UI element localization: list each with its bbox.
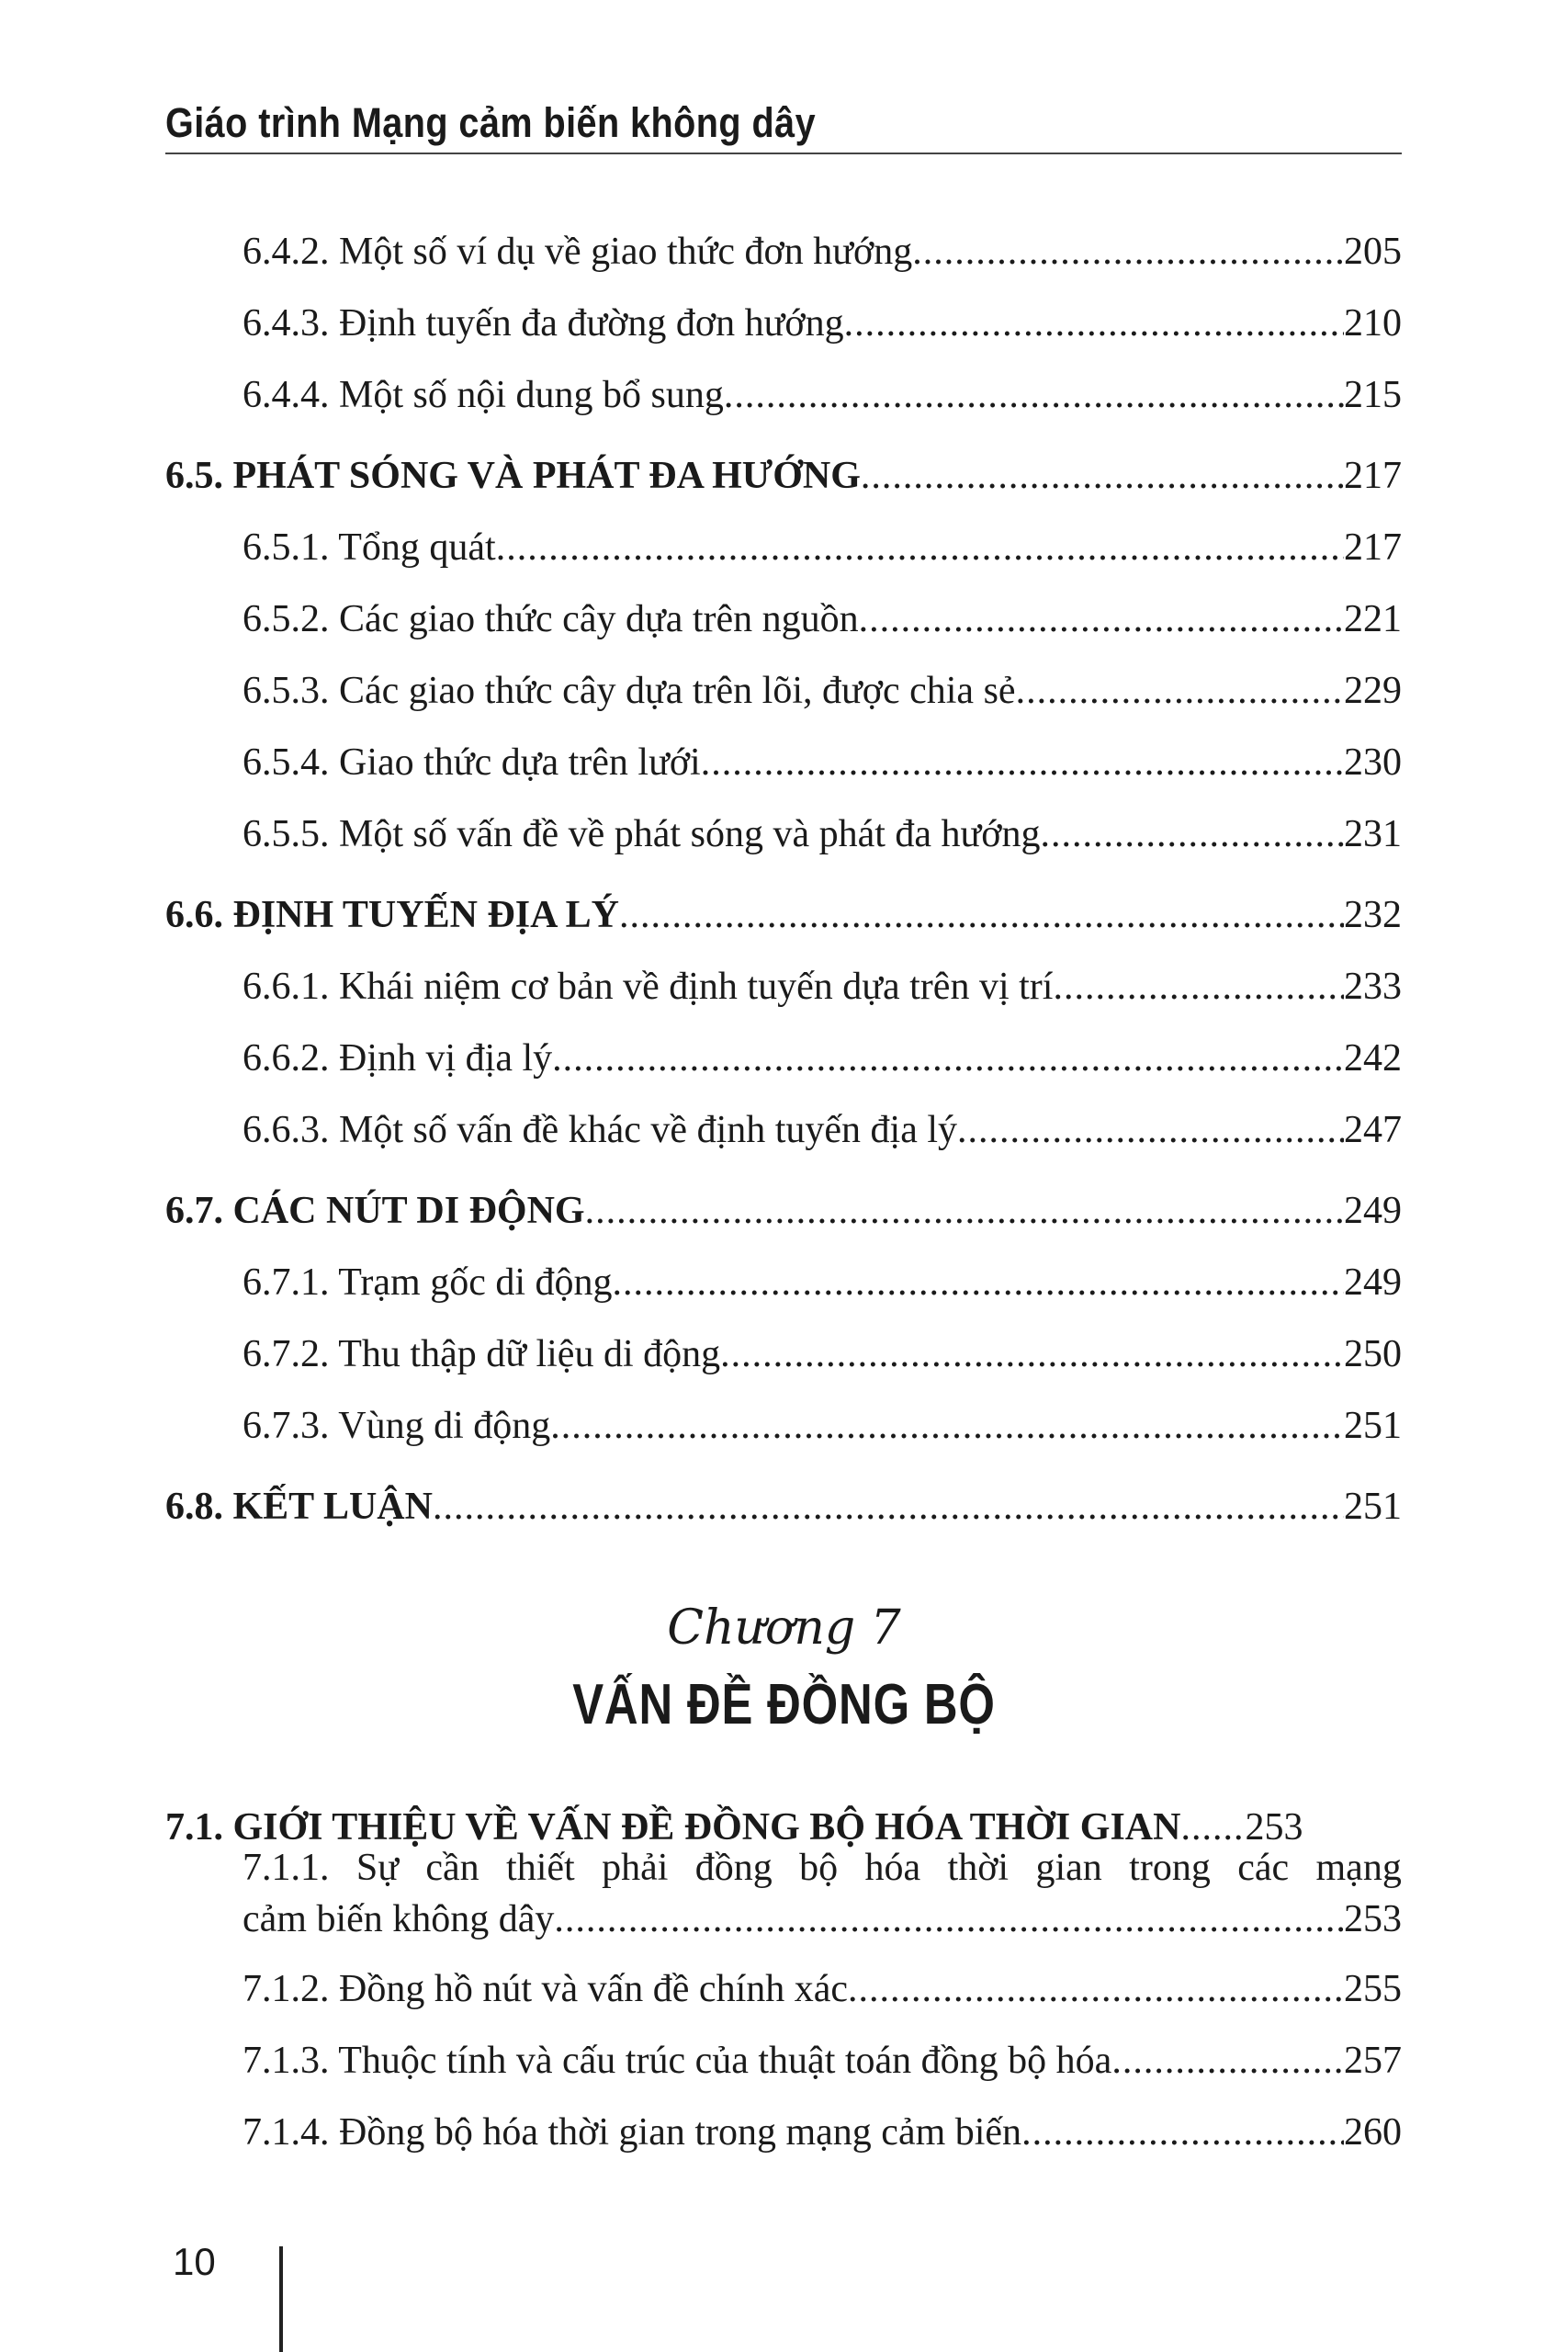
toc-entry-title: 6.5.4. Giao thức dựa trên lưới: [243, 741, 701, 784]
chapter-title: VẤN ĐỀ ĐỒNG BỘ: [572, 1673, 996, 1736]
toc-entry-word: bộ: [799, 1847, 839, 1889]
toc-entry-page: 210: [1344, 302, 1402, 345]
toc-entry-title: 6.7.2. Thu thập dữ liệu di động: [243, 1333, 721, 1375]
toc-entry-page: 229: [1344, 670, 1402, 712]
toc-leader: [1021, 2110, 1344, 2154]
toc-entry-word: trong: [1129, 1847, 1211, 1889]
toc-entry: [165, 454, 1402, 498]
toc-entry-word: gian: [1035, 1847, 1102, 1889]
toc-entry-title-line2: [243, 1894, 1402, 1945]
toc-leader: [957, 1108, 1344, 1152]
toc-leader: [701, 741, 1344, 785]
toc-entry-page: 253: [1344, 1898, 1402, 1940]
toc-entry-page: 242: [1344, 1037, 1402, 1080]
toc-entry-page: 221: [1344, 598, 1402, 640]
toc-leader: [720, 1332, 1344, 1376]
toc-entry: [243, 1404, 1402, 1448]
toc-leader: [613, 1261, 1344, 1305]
toc-entry: [243, 230, 1402, 274]
toc-leader: [861, 454, 1344, 498]
toc-entry-title-line1: [243, 1842, 1402, 1894]
toc-entry-page: 217: [1344, 526, 1402, 569]
toc-entry-title: 6.5.3. Các giao thức cây dựa trên lõi, được chia sẻ: [243, 670, 1016, 712]
toc-entry-title: 6.6.3. Một số vấn đề khác về định tuyến địa lý: [243, 1109, 958, 1151]
toc-leader: [859, 597, 1344, 641]
toc-entry-word: hóa: [864, 1847, 921, 1889]
toc-entry: [243, 301, 1402, 345]
toc-entry-page: 250: [1344, 1333, 1402, 1375]
toc-entry: [165, 1189, 1402, 1233]
toc-entry-title: 7.1.2. Đồng hồ nút và vấn đề chính xác: [243, 1968, 849, 2010]
toc-entry-page: 217: [1344, 455, 1402, 497]
toc-leader: [844, 301, 1344, 345]
toc-entry: [243, 1967, 1402, 2011]
toc-entry-word: các: [1237, 1847, 1290, 1889]
toc-entry-title: 6.5.5. Một số vấn đề về phát sóng và phát đa hướng: [243, 813, 1041, 855]
header-rule: [165, 153, 1402, 154]
toc-entry-title: 6.6.1. Khái niệm cơ bản về định tuyến dựa trên vị trí: [243, 966, 1054, 1008]
toc-entry-title: 6.7.1. Trạm gốc di động: [243, 1261, 613, 1304]
toc-leader: [585, 1189, 1344, 1233]
toc-leader: [912, 230, 1344, 274]
toc-entry: [243, 373, 1402, 417]
toc-entry-title: 7.1.3. Thuộc tính và cấu trúc của thuật toán đồng bộ hóa: [243, 2040, 1112, 2082]
toc-leader: [724, 373, 1344, 417]
toc-entry: [243, 1108, 1402, 1152]
toc-entry-title: 7.1.4. Đồng bộ hóa thời gian trong mạng cảm biến: [243, 2111, 1022, 2154]
toc-entry-word: phải: [602, 1847, 669, 1889]
toc-entry-page: 230: [1344, 741, 1402, 784]
toc-entry-word: cần: [425, 1847, 479, 1889]
toc-entry-word: Sự: [355, 1847, 399, 1889]
toc-entry-page: 233: [1344, 966, 1402, 1008]
toc-entry-word: đồng: [694, 1847, 773, 1889]
toc-leader: [552, 1036, 1344, 1080]
toc-entry-title: 6.6. ĐỊNH TUYẾN ĐỊA LÝ: [165, 894, 619, 936]
toc-entry: [165, 893, 1402, 937]
toc-entry-word: mạng: [1315, 1847, 1402, 1889]
toc-entry-title: 6.4.3. Định tuyến đa đường đơn hướng: [243, 302, 844, 345]
toc-entry-title: 6.5. PHÁT SÓNG VÀ PHÁT ĐA HƯỚNG: [165, 455, 861, 497]
toc-leader: [848, 1967, 1344, 2011]
running-head: Giáo trình Mạng cảm biến không dây: [165, 99, 817, 146]
toc-entry-title: 6.8. KẾT LUẬN: [165, 1486, 433, 1528]
toc-entry-page: 251: [1344, 1405, 1402, 1447]
toc-leader: [496, 526, 1344, 570]
toc-entry-word: thiết: [506, 1847, 575, 1889]
toc-entry-title: 6.6.2. Định vị địa lý: [243, 1037, 553, 1080]
toc-entry: [243, 597, 1402, 641]
toc-entry: [243, 2110, 1402, 2154]
toc-entry: [165, 1485, 1402, 1529]
toc-entry-word: 7.1.1.: [243, 1847, 330, 1889]
toc-entry: [243, 669, 1402, 713]
toc-entry-page: 249: [1344, 1190, 1402, 1232]
toc-entry: [243, 1036, 1402, 1080]
toc-leader: [1041, 812, 1344, 856]
toc-entry: [243, 526, 1402, 570]
toc-leader: [554, 1894, 1344, 1945]
toc-entry-page: 231: [1344, 813, 1402, 855]
toc-entry: [243, 812, 1402, 856]
toc-entry-title: 6.5.1. Tổng quát: [243, 526, 496, 569]
toc-entry-word: thời: [947, 1847, 1010, 1889]
toc-entry-page: 232: [1344, 894, 1402, 936]
toc-entry-page: 205: [1344, 231, 1402, 273]
toc-entry-title: 6.7. CÁC NÚT DI ĐỘNG: [165, 1190, 585, 1232]
toc-entry: [243, 1332, 1402, 1376]
toc-entry-title: cảm biến không dây: [243, 1898, 555, 1940]
toc-entry: [243, 1261, 1402, 1305]
toc-entry: [243, 741, 1402, 785]
toc-entry-page: 253: [1245, 1806, 1303, 1849]
toc-entry-title: 7.1. GIỚI THIỆU VỀ VẤN ĐỀ ĐỒNG BỘ HÓA THỜI GIAN: [165, 1806, 1181, 1849]
toc-entry-title: 6.7.3. Vùng di động: [243, 1405, 551, 1447]
toc-leader: [1111, 2039, 1344, 2083]
toc-leader: [619, 893, 1344, 937]
toc-entry: [243, 965, 1402, 1009]
chapter-label: Chương 7: [667, 1600, 901, 1656]
page-number: 10: [173, 2240, 216, 2283]
toc-entry-page: 247: [1344, 1109, 1402, 1151]
toc-entry-page: 215: [1344, 374, 1402, 416]
toc-entry-page: 251: [1344, 1486, 1402, 1528]
toc-leader: [550, 1404, 1344, 1448]
toc-leader: [1016, 669, 1344, 713]
toc-entry-page: 257: [1344, 2040, 1402, 2082]
toc-entry: [243, 2039, 1402, 2083]
folio-rule: [279, 2246, 283, 2352]
toc-entry-wrapped: [243, 1842, 1402, 1945]
toc-leader: [433, 1485, 1344, 1529]
toc-entry-page: 260: [1344, 2111, 1402, 2154]
toc-entry-title: 6.4.4. Một số nội dung bổ sung: [243, 374, 724, 416]
toc-entry-page: 255: [1344, 1968, 1402, 2010]
toc-leader: [1053, 965, 1344, 1009]
toc-entry-title: 6.4.2. Một số ví dụ về giao thức đơn hướng: [243, 231, 913, 273]
toc-entry-title: 6.5.2. Các giao thức cây dựa trên nguồn: [243, 598, 859, 640]
toc-entry-page: 249: [1344, 1261, 1402, 1304]
